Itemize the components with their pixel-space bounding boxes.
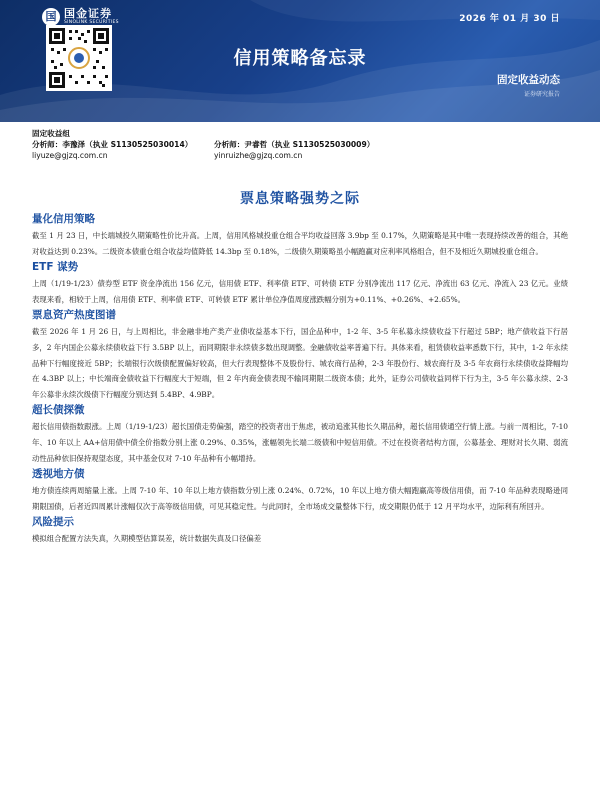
section-heading-heatmap: 票息资产热度图谱 <box>32 309 116 322</box>
section-text-ultra-long: 超长信用债指数跟涨。上周（1/19-1/23）超长国债走势偏强，踏空的投资者出于焦虑，被动追涨其他长久期品种，超长信用债通空行情上涨。与前一周相比，7-10 年、10 年以上 AA+信用债中债全价指数分别上涨 0.29%、0.35%，涨幅领先长端二级债和中短信用债。不过在投资者结构方面，公募基金、理财对长久期、弱流动性品种依旧保持观望态度，其中基金仅对 7-10 年品种有小幅增持。 <box>32 422 568 463</box>
section-text-local-gov: 地方债连续两周缩量上涨。上周 7-10 年、10 年以上地方债指数分别上涨 0.24%、0.72%，10 年以上地方债大幅跑赢高等级信用债，而 7-10 年品种表现略逊同期限国债，后者近四周累计涨幅仅次于高等级信用债，可见其稳定性。与此同时，全市场成交量整体下行，成交期限仍低于 12 月平均水平，边际利有所回升。 <box>32 486 568 511</box>
section-text-heatmap: 截至 2026 年 1 月 26 日，与上周相比，非金融非地产类产业债收益基本下行，国企品种中，1-2 年、3-5 年私募永续债收益下行超过 5BP；地产债收益下行居多，2 年内国企公募永续债收益下行 3.5BP 以上，而同期限非永续债多数出现调整。金融债收益率普遍下行。具体来看，租赁债收益率悉数下行，其中，1-2 年永续品种下行幅度接近 5BP；长端银行次级债配置偏好较高，但大行表现整体不及股份行、城农商行品种，2-3 年股份行、城农商行及 3-5 年农商行永续债收益降幅均在 4.3BP 以上；中长端商金债收益下行幅度大于短端，但 2 年内商金债表现不输同期限二级资本债；此外，证券公司债收益同样下行为主，3-5 年公募永续、2-3 年公募非永续次级债下行幅度分别达到 5.4BP、4.9BP。 <box>32 327 568 399</box>
company-logo <box>42 8 119 26</box>
author-block <box>32 128 572 161</box>
header-banner <box>0 0 600 122</box>
report-type: 证券研究报告 <box>523 91 560 98</box>
analyst-1-email[interactable]: liyuze@gjzq.com.cn <box>32 151 108 160</box>
section-heading-risk: 风险提示 <box>32 516 74 529</box>
section-heading-ultra-long: 超长债探微 <box>32 404 85 417</box>
report-date: 2026 年 01 月 30 日 <box>459 14 560 24</box>
section-heading-quant-credit: 量化信用策略 <box>32 213 95 225</box>
logo-icon: 国 <box>42 8 60 26</box>
section-text-quant-credit: 截至 1 月 23 日，中长端城投久期策略性价比升高。上周，信用风格城投重仓组合平均收益回落 3.9bp 至 0.17%，久期策略是其中唯一表现持续改善的组合，其绝对收益达到 0.23%。二级资本债重仓组合收益均值降低 14.3bp 至 0.18%，二级债久期策略虽小幅跑赢对应利率风格组合，但不及相近久期城投重仓组合。 <box>32 231 568 256</box>
section-heading-local-gov: 透视地方债 <box>32 468 85 481</box>
team-name: 固定收益组 <box>32 129 70 138</box>
report-category: 固定收益动态 <box>497 74 560 86</box>
logo-name-cn: 国金证券 <box>64 7 112 20</box>
report-body <box>32 212 568 548</box>
analyst-1: 分析师：李豫泽（执业 S1130525030014） <box>32 140 193 149</box>
logo-name-en: SINOLINK SECURITIES <box>64 20 119 25</box>
banner-title: 信用策略备忘录 <box>233 48 367 69</box>
section-text-etf: 上周（1/19-1/23）债券型 ETF 资金净流出 156 亿元，信用债 ETF、利率债 ETF、可转债 ETF 分别净流出 117 亿元、净流出 63 亿元、净流入 23 亿元。业绩表现来看，相较于上周，信用债 ETF、利率债 ETF、可转债 ETF 累计单位净值周度涨跌幅分别为+0.11%、+0.26%、+2.65%。 <box>32 279 568 304</box>
section-heading-etf: ETF 谋势 <box>32 261 79 274</box>
analyst-2: 分析师：尹睿哲（执业 S1130525030009） <box>214 140 375 149</box>
section-text-risk: 模拟组合配置方法失真，久期模型估算误差，统计数据失真及口径偏差 <box>32 534 262 544</box>
analyst-2-email[interactable]: yinruizhe@gjzq.com.cn <box>214 151 303 160</box>
document-title: 票息策略强势之际 <box>240 191 360 207</box>
